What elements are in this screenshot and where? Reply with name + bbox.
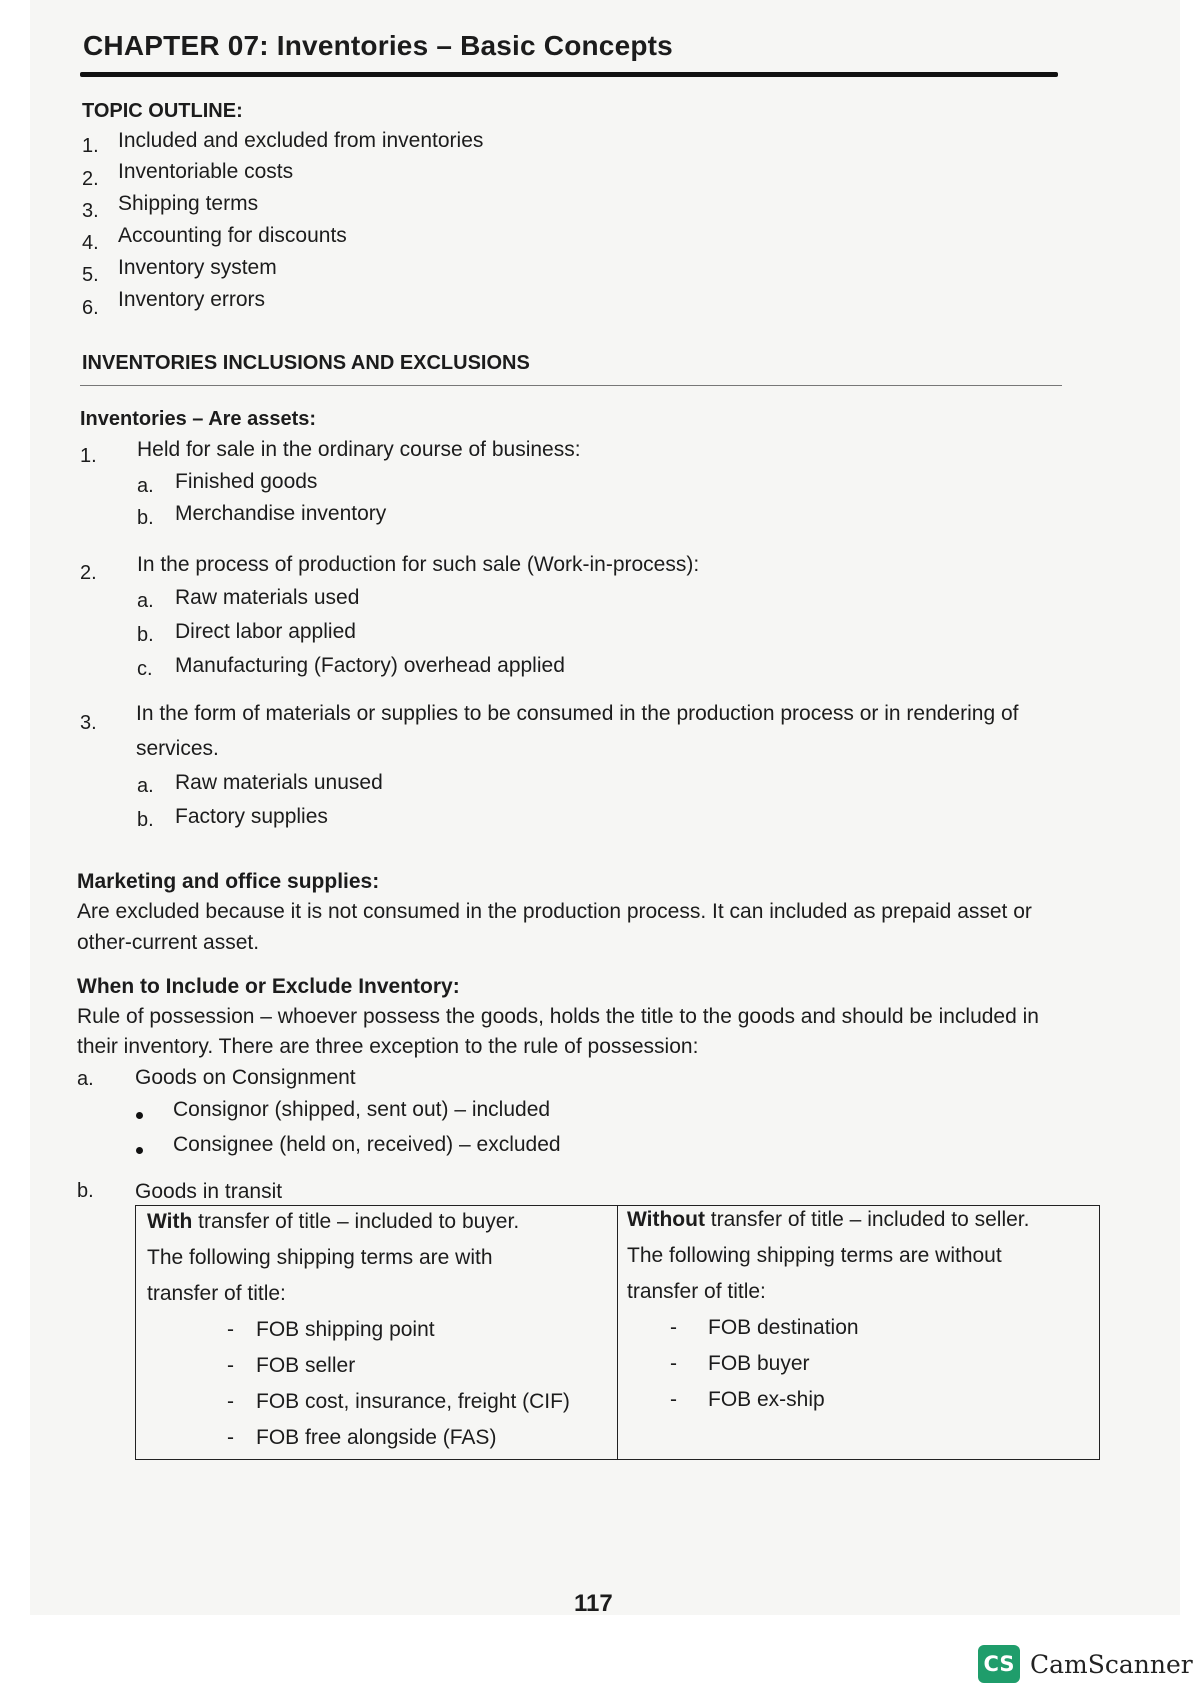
shipping-term: FOB buyer — [708, 1352, 810, 1375]
asset-item-continued: services. — [136, 737, 219, 760]
exception-b: Goods in transit — [135, 1180, 283, 1203]
outline-num: 1. — [82, 135, 99, 157]
section-rule — [80, 385, 1062, 386]
asset-sub-letter: b. — [137, 809, 154, 831]
bullet-item: Consignor (shipped, sent out) – included — [173, 1098, 551, 1121]
asset-sub-item: Manufacturing (Factory) overhead applied — [175, 654, 565, 677]
camscanner-logo: CS — [978, 1645, 1020, 1683]
with-transfer-lead: With transfer of title – included to buyer. — [147, 1210, 520, 1233]
title-underline — [80, 72, 1058, 77]
when-heading: When to Include or Exclude Inventory: — [77, 975, 460, 998]
asset-num: 2. — [80, 562, 97, 584]
without-transfer-cell — [618, 1206, 1100, 1460]
dash-marker: - — [227, 1426, 234, 1449]
goods-in-transit-table — [135, 1205, 1100, 1460]
outline-num: 5. — [82, 264, 99, 286]
when-line-2: their inventory. There are three exception to the rule of possession: — [77, 1035, 699, 1058]
dash-marker: - — [227, 1354, 234, 1377]
outline-num: 4. — [82, 232, 99, 254]
asset-sub-letter: b. — [137, 624, 154, 646]
asset-sub-letter: a. — [137, 775, 154, 797]
asset-sub-letter: a. — [137, 475, 154, 497]
asset-sub-letter: c. — [137, 658, 153, 680]
when-line-1: Rule of possession – whoever possess the goods, holds the title to the goods and should be included in — [77, 1005, 1039, 1028]
asset-item: In the form of materials or supplies to be consumed in the production process or in rendering of — [136, 702, 1019, 725]
dash-marker: - — [227, 1390, 234, 1413]
exception-letter: b. — [77, 1180, 94, 1202]
dash-marker: - — [670, 1316, 677, 1339]
topic-outline-heading: TOPIC OUTLINE: — [82, 100, 243, 122]
asset-num: 3. — [80, 712, 97, 734]
outline-item: Inventory errors — [118, 288, 266, 311]
outline-item: Accounting for discounts — [118, 224, 347, 247]
asset-item: Held for sale in the ordinary course of business: — [137, 438, 581, 461]
bullet-icon — [136, 1112, 143, 1119]
shipping-term: FOB shipping point — [256, 1318, 435, 1341]
asset-sub-item: Direct labor applied — [175, 620, 356, 643]
without-transfer-line-2: The following shipping terms are without — [627, 1244, 1002, 1267]
page-number: 117 — [574, 1590, 613, 1617]
outline-item: Inventoriable costs — [118, 160, 294, 183]
chapter-title: CHAPTER 07: Inventories – Basic Concepts — [83, 30, 673, 61]
marketing-line-1: Are excluded because it is not consumed in the production process. It can included as prepaid asset or — [77, 900, 1032, 923]
dash-marker: - — [670, 1388, 677, 1411]
asset-sub-item: Raw materials unused — [175, 771, 383, 794]
without-transfer-lead: Without transfer of title – included to seller. — [627, 1208, 1030, 1231]
dash-marker: - — [227, 1318, 234, 1341]
asset-sub-letter: a. — [137, 590, 154, 612]
camscanner-text: CamScanner — [1030, 1650, 1193, 1679]
outline-num: 6. — [82, 297, 99, 319]
asset-sub-item: Raw materials used — [175, 586, 360, 609]
outline-item: Shipping terms — [118, 192, 259, 215]
shipping-term: FOB destination — [708, 1316, 859, 1339]
marketing-heading: Marketing and office supplies: — [77, 870, 380, 893]
bullet-item: Consignee (held on, received) – excluded — [173, 1133, 561, 1156]
asset-sub-letter: b. — [137, 507, 154, 529]
bullet-icon — [136, 1147, 143, 1154]
asset-num: 1. — [80, 445, 97, 467]
exception-a: Goods on Consignment — [135, 1066, 356, 1089]
with-transfer-line-2: The following shipping terms are with — [147, 1246, 493, 1269]
assets-heading: Inventories – Are assets: — [80, 408, 317, 430]
shipping-term: FOB free alongside (FAS) — [256, 1426, 497, 1449]
asset-sub-item: Finished goods — [175, 470, 318, 493]
shipping-term: FOB ex-ship — [708, 1388, 825, 1411]
shipping-term: FOB cost, insurance, freight (CIF) — [256, 1390, 570, 1413]
shipping-term: FOB seller — [256, 1354, 356, 1377]
exception-letter: a. — [77, 1068, 94, 1090]
outline-num: 3. — [82, 200, 99, 222]
with-transfer-cell — [136, 1206, 618, 1460]
without-transfer-line-3: transfer of title: — [627, 1280, 766, 1303]
with-transfer-line-3: transfer of title: — [147, 1282, 286, 1305]
asset-sub-item: Factory supplies — [175, 805, 328, 828]
asset-sub-item: Merchandise inventory — [175, 502, 387, 525]
section-heading: INVENTORIES INCLUSIONS AND EXCLUSIONS — [82, 352, 530, 374]
outline-item: Inventory system — [118, 256, 277, 279]
marketing-line-2: other-current asset. — [77, 931, 260, 954]
dash-marker: - — [670, 1352, 677, 1375]
outline-num: 2. — [82, 168, 99, 190]
outline-item: Included and excluded from inventories — [118, 129, 484, 152]
asset-item: In the process of production for such sale (Work-in-process): — [137, 553, 700, 576]
